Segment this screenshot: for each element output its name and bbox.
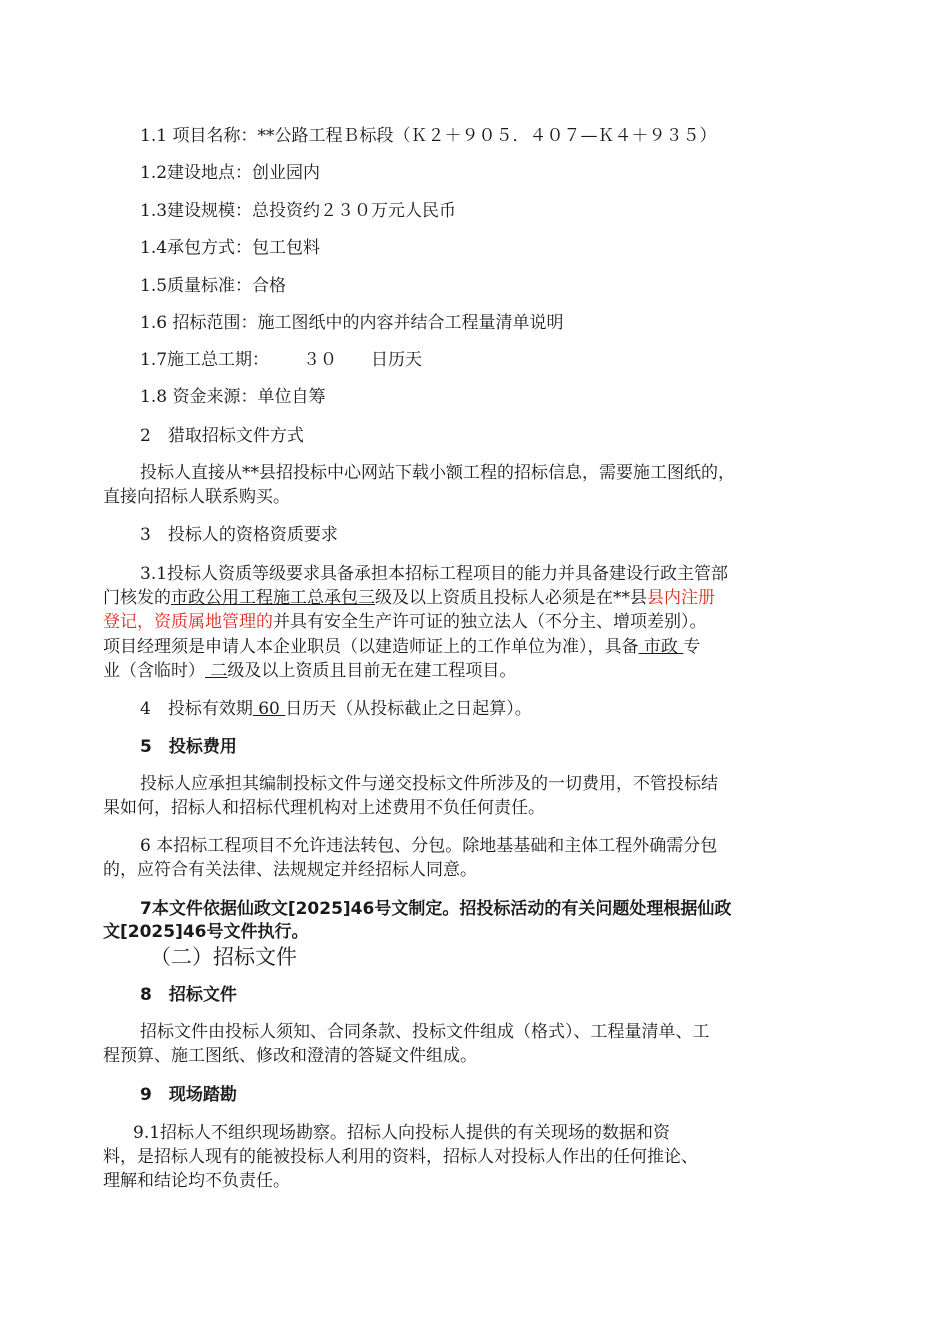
heading-2: 2 猎取招标文件方式 <box>140 426 304 446</box>
item-1-1: 1.1 项目名称：**公路工程Ｂ标段（Ｋ２＋９０５．４０７—Ｋ４＋９３５） <box>140 126 717 146</box>
item-1-3: 1.3建设规模：总投资约２３０万元人民币 <box>140 201 457 221</box>
heading-4 <box>140 698 532 720</box>
grade-underlined: 二 <box>205 661 228 681</box>
para-3-line-1: 3.1投标人资质等级要求具备承担本招标工程项目的能力并具备建设行政主管部 <box>140 564 729 584</box>
text-span: 级及以上资质且投标人必须是在**县 <box>375 588 647 608</box>
para-9-line-1: 9.1招标人不组织现场勘察。招标人向投标人提供的有关现场的数据和资 <box>133 1123 671 1143</box>
para-7-line-1: 7本文件依据仙政文[2025]46号文制定。招投标活动的有关问题处理根据仙政 <box>140 899 732 919</box>
para-8-line-2: 程预算、施工图纸、修改和澄清的答疑文件组成。 <box>103 1046 477 1066</box>
registration-highlight-cont: 登记，资质属地管理的 <box>103 612 273 632</box>
para-7-line-2: 文[2025]46号文件执行。 <box>103 922 309 942</box>
para-5-line-2: 果如何，招标人和招标代理机构对上述费用不负任何责任。 <box>103 798 545 818</box>
text-span: 日历天（从投标截止之日起算）。 <box>285 699 532 719</box>
heading-9: 9 现场踏勘 <box>140 1085 237 1105</box>
item-1-8: 1.8 资金来源：单位自筹 <box>140 387 326 407</box>
para-6-line-1: 6 本招标工程项目不允许违法转包、分包。除地基基础和主体工程外确需分包 <box>140 836 718 856</box>
item-1-7-label: 1.7施工总工期： <box>140 350 270 370</box>
text-span: 专 <box>683 637 701 657</box>
text-span: 门核发的 <box>103 588 171 608</box>
para-3-line-2 <box>103 587 715 609</box>
heading-3: 3 投标人的资格资质要求 <box>140 525 338 545</box>
para-9-line-3: 理解和结论均不负责任。 <box>103 1171 290 1191</box>
text-span: 4 投标有效期 <box>140 699 253 719</box>
specialty-underlined: 市政 <box>638 637 684 657</box>
para-3-line-5 <box>103 660 516 682</box>
para-2-line-1: 投标人直接从**县招投标中心网站下载小额工程的招标信息，需要施工图纸的， <box>140 463 735 483</box>
item-1-7-value: ３０ <box>303 350 338 370</box>
para-9-line-2: 料，是招标人现有的能被投标人利用的资料，招标人对投标人作出的任何推论、 <box>103 1147 698 1167</box>
para-8-line-1: 招标文件由投标人须知、合同条款、投标文件组成（格式）、工程量清单、工 <box>140 1022 710 1042</box>
section-2-title: （二）招标文件 <box>150 945 297 969</box>
item-1-2: 1.2建设地点：创业园内 <box>140 163 321 183</box>
para-5-line-1: 投标人应承担其编制投标文件与递交投标文件所涉及的一切费用，不管投标结 <box>140 774 718 794</box>
para-2-line-2: 直接向招标人联系购买。 <box>103 487 290 507</box>
para-3-line-4 <box>103 636 700 658</box>
text-span: 并具有安全生产许可证的独立法人（不分主、增项差别）。 <box>273 612 707 632</box>
item-1-7 <box>140 349 422 371</box>
item-1-4: 1.4承包方式：包工包料 <box>140 238 321 258</box>
item-1-6: 1.6 招标范围：施工图纸中的内容并结合工程量清单说明 <box>140 313 564 333</box>
validity-days-underlined: 60 <box>252 699 286 719</box>
heading-5: 5 投标费用 <box>140 737 237 757</box>
item-1-5: 1.5质量标准：合格 <box>140 276 287 296</box>
para-6-line-2: 的，应符合有关法律、法规规定并经招标人同意。 <box>103 860 477 880</box>
text-span: 项目经理须是申请人本企业职员（以建造师证上的工作单位为准），具备 <box>103 637 639 657</box>
text-span: 业（含临时） <box>103 661 205 681</box>
qualification-underlined: 市政公用工程施工总承包三 <box>171 588 375 608</box>
heading-8: 8 招标文件 <box>140 985 237 1005</box>
item-1-7-unit: 日历天 <box>371 350 423 370</box>
text-span: 级及以上资质且目前无在建工程项目。 <box>227 661 517 681</box>
para-3-line-3 <box>103 611 707 633</box>
registration-highlight: 县内注册 <box>647 588 715 608</box>
